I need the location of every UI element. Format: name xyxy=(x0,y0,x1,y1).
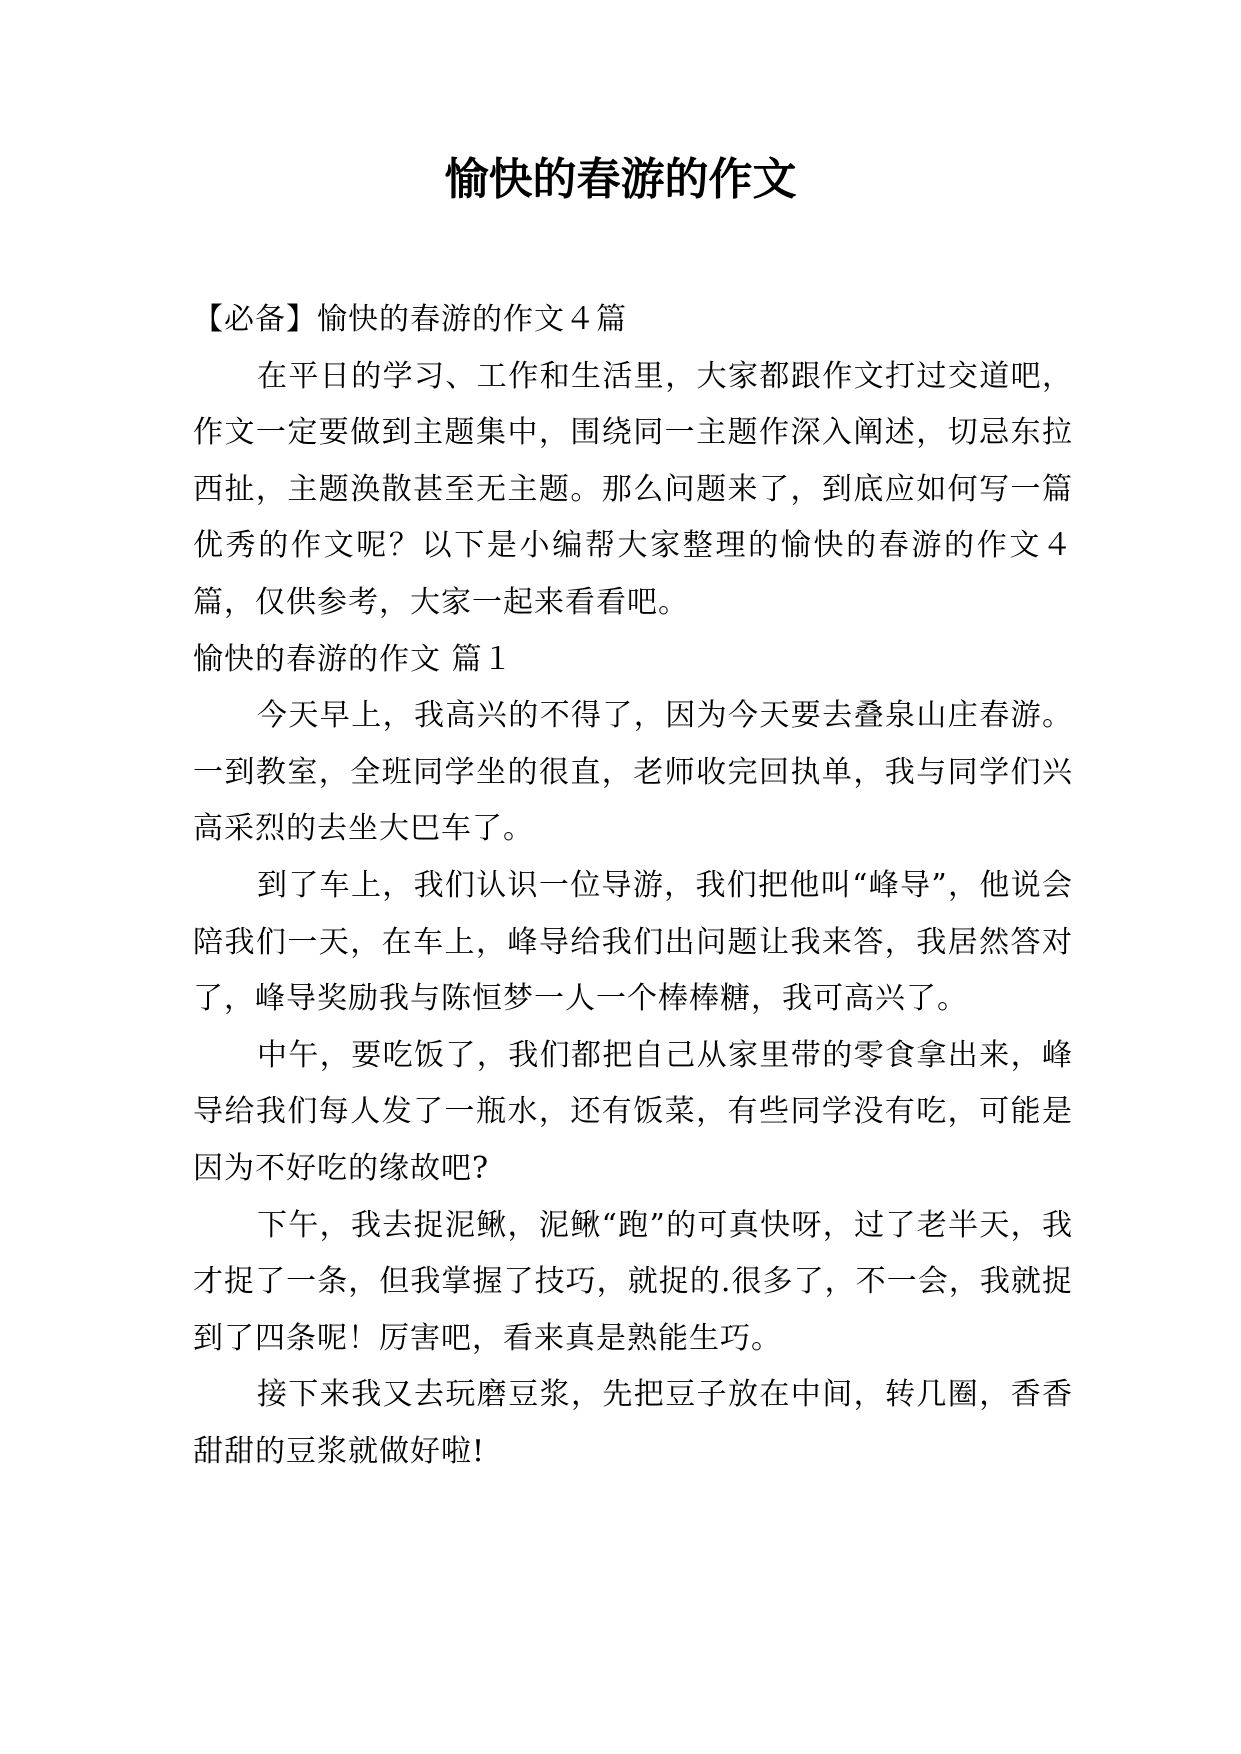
document-subtitle: 【必备】愉快的春游的作文４篇 xyxy=(193,302,627,337)
body-paragraph-2: 到了车上，我们认识一位导游，我们把他叫“峰导”，他说会陪我们一天，在车上，峰导给我们出问题让我来答，我居然答对了，峰导奖励我与陈恒梦一人一个棒棒糖，我可高兴了。 xyxy=(193,867,1073,1017)
section-heading: 愉快的春游的作文 篇１ xyxy=(193,641,514,677)
body-paragraph-3: 中午，要吃饭了，我们都把自己从家里带的零食拿出来，峰导给我们每人发了一瓶水，还有饭菜，有些同学没有吃，可能是因为不好吃的缘故吧? xyxy=(193,1037,1073,1186)
document-title: 愉快的春游的作文 xyxy=(444,154,797,205)
body-paragraph-5: 接下来我又去玩磨豆浆，先把豆子放在中间，转几圈，香香甜甜的豆浆就做好啦! xyxy=(193,1377,1073,1469)
document-body xyxy=(193,292,1073,1480)
body-paragraph-4: 下午，我去捉泥鳅，泥鳅“跑”的可真快呀，过了老半天，我才捉了一条，但我掌握了技巧，就捉的.很多了，不一会，我就捉到了四条呢！厉害吧，看来真是熟能生巧。 xyxy=(193,1207,1073,1356)
body-paragraph-1: 今天早上，我高兴的不得了，因为今天要去叠泉山庄春游。一到教室，全班同学坐的很直，老师收完回执单，我与同学们兴高采烈的去坐大巴车了。 xyxy=(193,698,1073,847)
intro-paragraph: 在平日的学习、工作和生活里，大家都跟作文打过交道吧，作文一定要做到主题集中，围绕同一主题作深入阐述，切忌东拉西扯，主题涣散甚至无主题。那么问题来了，到底应如何写一篇优秀的作文呢？以下是小编帮大家整理的愉快的春游的作文４篇，仅供参考，大家一起来看看吧。 xyxy=(193,358,1073,620)
